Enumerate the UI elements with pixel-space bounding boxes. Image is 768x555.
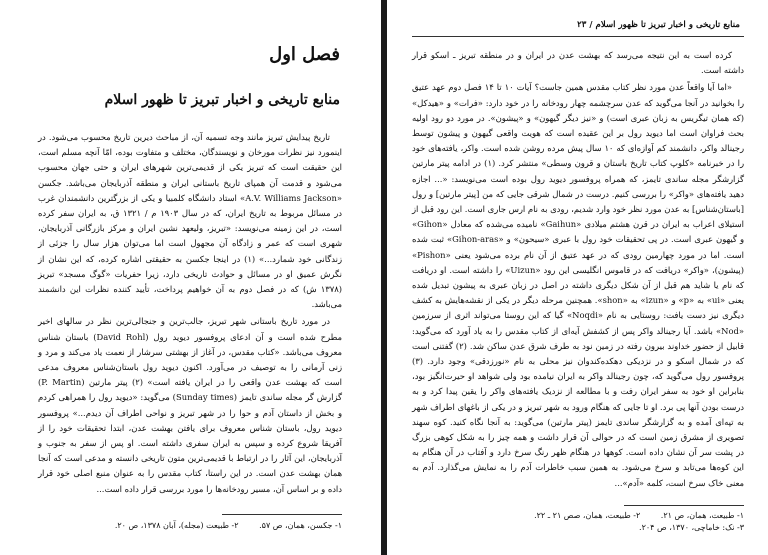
footnote: ۱- جکسن، همان، ص ۵۷. bbox=[259, 521, 342, 530]
running-header: منابع تاریخی و اخبار تبریز تا ظهور اسلام / ۲۳ bbox=[577, 20, 740, 30]
footnote: ۲- طبیعت (مجله)، آبان ۱۳۷۸، ص ۲۰. bbox=[114, 521, 239, 530]
paragraph: «اما آیا واقعاً عدن مورد نظر کتاب مقدس همین جاست؟ آیات ۱۰ تا ۱۴ فصل دوم عهد عتیق را بخوانید در آنجا می‌گوید که عدن سرچشمه چهار رودخانه را در خود دارد: «فرات» و «هیدکل» (که همان تیگریس به زبان عبری است) و «نیز دیگر گیهون» و «پیشون». در مورد دو رود اولیه بحث فراوان است اما دیوید رول بر این عقیده است که هویت واقعی گیهون و پیشون توسط رجینالد واکر، دانشمند کم آوازه‌ای که ۱۰ سال پیش مرده روشن شده است. واکر، یافته‌های خود را در خبرنامه «کلوپ کتاب تاریخ باستان و قرون وسطی» منتشر کرد. (۱) در ادامه پیتر مارتین گزارشگر مجله ساندی تایمز، که همراه پروفسور دیوید رول بوده است می‌نویسد: «... اجازه دهید یافته‌های «واکر» را بررسی کنیم. درست در شمال شرقی جایی که من [پیتر مارتین] و رول [باستان‌شناس] به عدن مورد نظر خود وارد شدیم، رودی به نام ارس جاری است. این رود قبل از استیلای اعراب به ایران در قرن هشتم میلادی «Gaihun» نامیده می‌شده که معادل «Gihon» و گیهون عبری است. در پی تحقیقات خود رول با عبری «سیحون» و «Gihon-aras» ثبت شده است. اما در مورد چهارمین رودی که در عهد عتیق از آن نام برده می‌شود یعنی «Pishon» (پیشون)، «واکر» دریافت که در قاموس انگلیسی این رود «Uizun» را داشته است. او دریافت که نام یا شاید هم قبل از آن شکل دیگری داشته در اصل در زبان عبری به پیشون تبدیل شده یعنی «ui» به «p» و «izun» به «shon». همچنین مرحله دیگر در یکی از نقشه‌هایش به کشف دیگری نیز دست یافت: روستایی به نام «Noqdi» گیا که این روستا می‌تواند اثری از سرزمین «Nod» باشد. آیا رجینالد واکر پس از کشفش آیه‌ای از کتاب مقدس را به یاد آورد که می‌گوید: قابیل از حضور خداوند بیرون رفته در زمین نود به طرف شرق عدن ساکن شد. (۲) گفتنی است که در شمال اسکو و در نزدیکی دهکده‌کندوان نیز محلی به نام «نورزدقی» وجود دارد. (۳) پروفسور رول می‌گوید که، چون رجینالد واکر به ایران نیامده بود ولی شواهد او حیرت‌انگیز بود، بنابراین او خود به سفر ایران رفت و با مطالعه از نزدیک یافته‌های واکر را یقین پیدا کرد و به درست بودن آنها پی برد. او تا جایی که هنگام ورود به شهر تبریز و در یکی از باغهای اطراف شهر به تپه‌ای آمده و به گزارشگر ساندی تایمز (پیتر مارتین) می‌گوید: به آنجا نگاه کنید. کوه سهند تصویری از مشرق زمین است که در حوالی آن قرار داشت و همه چیز را به شکل کوهی بزرگ در پشت سر آن نشان داده است. کوهها در هنگام ظهر رنگ سرخ دارد و آفتاب در آن هنگام به این کوه‌ها می‌تابد و سرخ می‌شود. به همین سبب خاطرات آدم را به نمایش می‌گذارد. آدم به معنی خاک سرخ است، کلمه «آدم»... bbox=[412, 82, 745, 488]
footnote-rule bbox=[624, 505, 744, 506]
footnote: ۱- طبیعت، همان، ص ۲۱. bbox=[660, 511, 744, 520]
footnote-rule bbox=[222, 514, 342, 515]
left-page bbox=[0, 0, 380, 555]
paragraph: تاریخ پیدایش تبریز مانند وجه تسمیه آن، از مباحث دیرین تاریخ محسوب می‌شود. در اینمورد نیز نظرات مورخان و نویسندگان، مختلف و متفاوت بوده، امّا آنچه مسلم است، این حقیقت است که تبریز یکی از قدیمی‌ترین شهرهای ایران و حتی جهان محسوب می‌شود و قدمت آن همپای تاریخ باستانی ایران و منطقه آذربایجان می‌باشد. جکسن «A.V. Williams Jackson» استاد دانشگاه کلمبیا و یکی از بزرگترین دانشمندان غرب در مسائل مربوط به تاریخ ایران، که در سال ۱۹۰۳ م / ۱۳۲۱ ق، به ایران سفر کرده است، در این زمینه می‌نویسد: «تبریز، ولیعهد نشین ایران و مرکز بازرگانی آذربایجان، شهری است که عمر و زادگاه آن مجهول است اما می‌توان هزار سال را جزئی از زندگانی خود شمارد...» (۱) در اینجا جکسن به حقیقتی اشاره کرده، که این نشان از نگرش عمیق او در مسائل و حوادث تاریخی دارد، زیرا حفریات «گوگ مسجد» تبریز (۱۳۷۸ ش) که در فصل دوم به آن خواهیم پرداخت، تأیید کننده نظرات این دانشمند می‌باشد. bbox=[38, 132, 343, 310]
chapter-subtitle: منابع تاریخی و اخبار تبریز تا ظهور اسلام bbox=[104, 92, 340, 108]
paragraph: کرده است به این نتیجه می‌رسد که بهشت عدن در ایران و در منطقه تبریز ـ اسکو قرار داشته است. bbox=[412, 50, 744, 76]
right-footnotes bbox=[412, 510, 744, 534]
paragraph: در مورد تاریخ باستانی شهر تبریز، جالب‌ترین و جنجالی‌ترین نظر در سالهای اخیر مطرح شده است و آن ادعای پروفسور دیوید رول (David Rohl) باستان شناس معروف می‌باشد. «کتاب مقدس، در آغاز از بهشتی سرشار از نعمت یاد می‌کند و مرد و زنی آرمانی را به توصیف در می‌آورد. اکنون دیوید رول باستان‌شناس معروف مدعی است که بهشت عدن واقعی را در ایران یافته است» (۲) پیتر مارتین (P. Martin) گزارش گر مجله ساندی تایمز (Sunday times) می‌گوید: «دیوید رول را همراهی کردم و بخش از داستان آدم و حوا را در شهر تبریز و نواحی اطراف آن دیدم...» پروفسور دیوید رول، باستان شناس معروف برای یافتن بهشت عدن، ابتدا تحقیقات خود را از آفریقا شروع کرده و سپس به ایران سفری داشته است. او پس از سفر به جنوب و آذربایجان، این آثار را در ارتباط با قدیمی‌ترین متون تاریخی دانسته و مدعی است که آنجا همان بهشت عدن است. در این راستا، کتاب مقدس را به عنوان منبع اصلی خود قرار داده و بر اساس آن، مسیر رودخانه‌ها را مورد بررسی قرار داده است... bbox=[38, 316, 343, 494]
footnote: ۲- طبیعت، همان، صص ۲۱ ـ ۲۲. bbox=[534, 511, 641, 520]
left-footnotes bbox=[38, 520, 342, 532]
right-page bbox=[388, 0, 768, 555]
footnote: ۳- نک: خاماچی، ۱۳۷۰، ص ۲۰۴. bbox=[639, 523, 744, 532]
chapter-title: فصل اول bbox=[269, 44, 340, 65]
header-rule bbox=[412, 36, 744, 37]
left-body-text bbox=[38, 130, 342, 499]
right-body-text bbox=[412, 48, 744, 493]
page-gutter bbox=[381, 0, 387, 555]
